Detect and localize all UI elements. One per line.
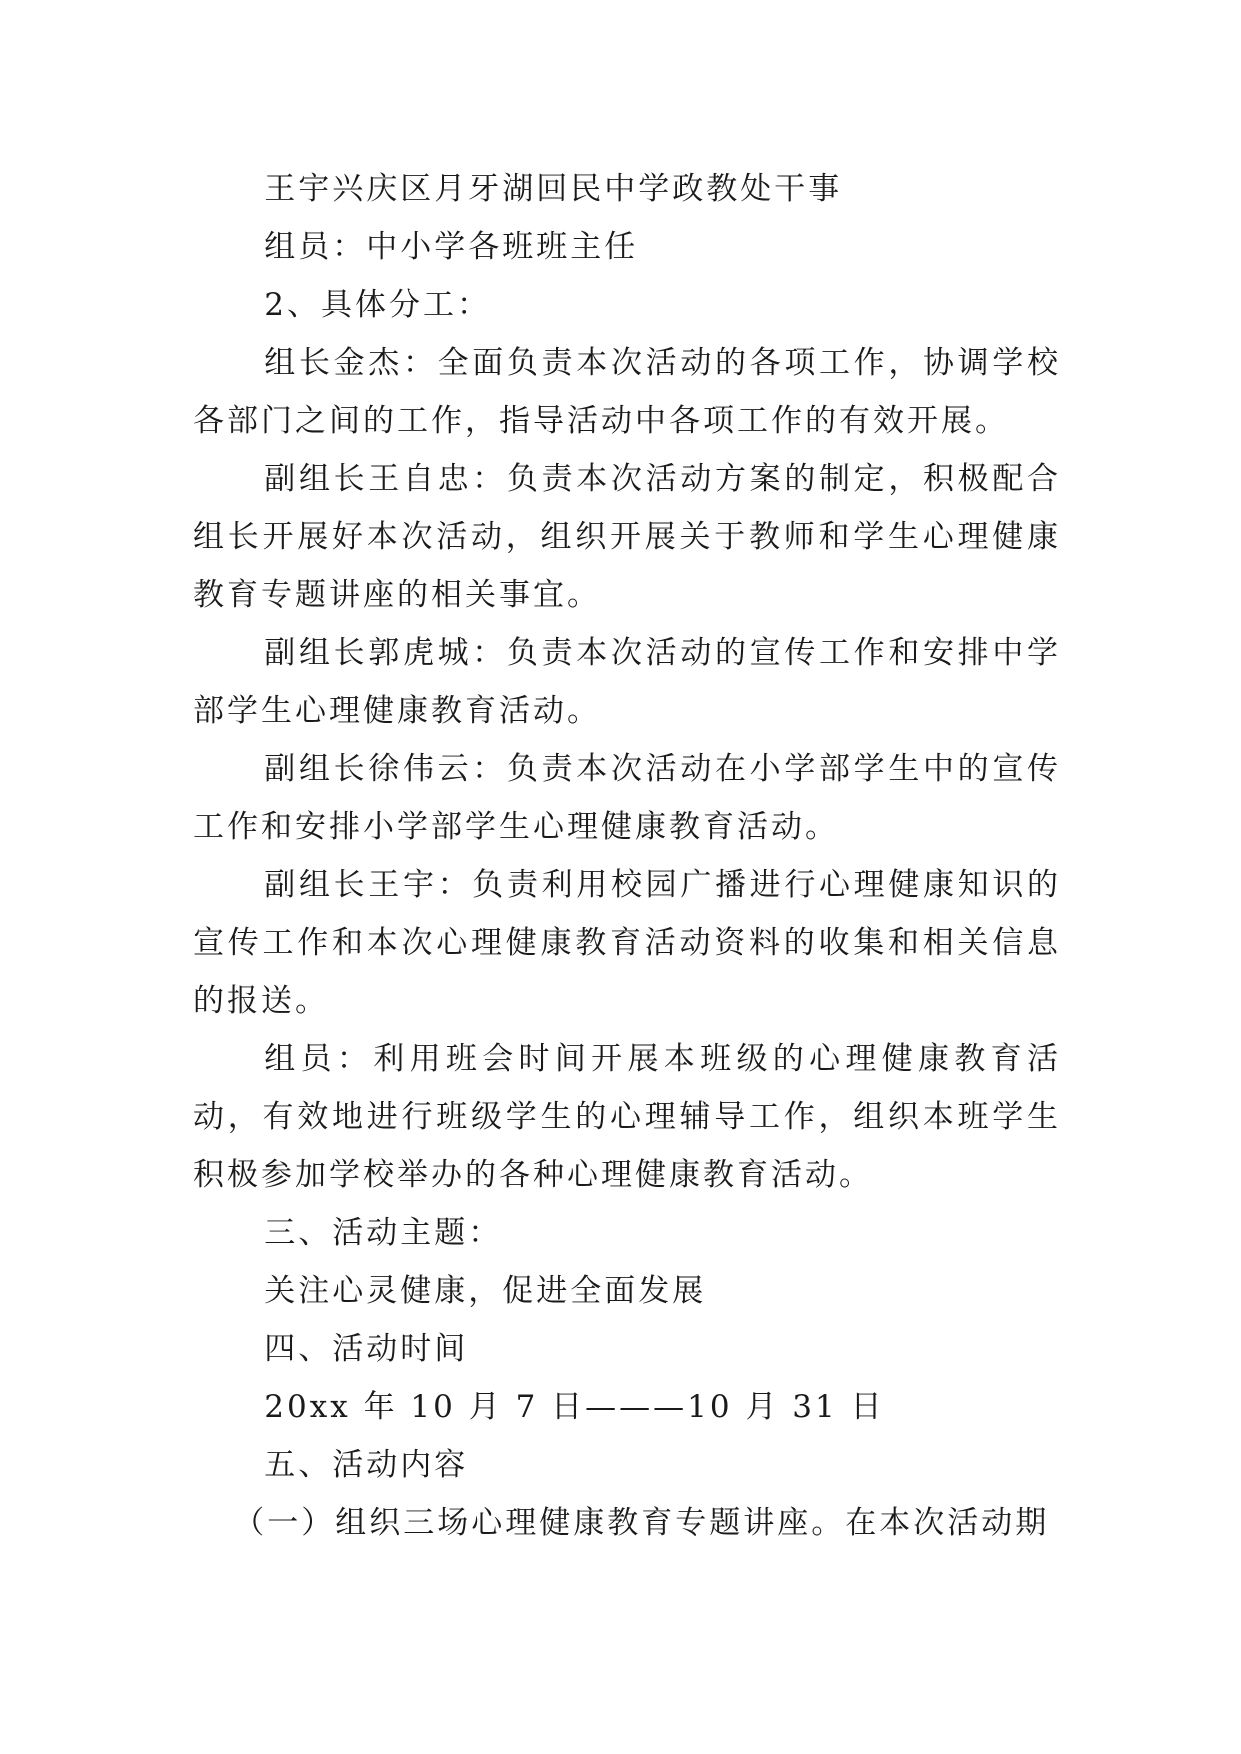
paragraph-deputy-wangzizhong: 副组长王自忠：负责本次活动方案的制定，积极配合组长开展好本次活动，组织开展关于教师和学生心理健康教育专题讲座的相关事宜。	[193, 461, 1061, 613]
paragraph-leader-duty: 组长金杰：全面负责本次活动的各项工作，协调学校各部门之间的工作，指导活动中各项工作的有效开展。	[193, 345, 1061, 439]
paragraph-division-heading: 2、具体分工：	[264, 287, 492, 323]
document-body	[193, 160, 1061, 1552]
paragraph-theme: 关注心灵健康，促进全面发展	[264, 1273, 707, 1309]
paragraph-deputy-wangyu: 副组长王宇：负责利用校园广播进行心理健康知识的宣传工作和本次心理健康教育活动资料的收集和相关信息的报送。	[193, 867, 1061, 1019]
section-heading-time: 四、活动时间	[264, 1331, 469, 1367]
paragraph-deputy-guohucheng: 副组长郭虎城：负责本次活动的宣传工作和安排中学部学生心理健康教育活动。	[193, 635, 1061, 729]
paragraph-content-item-1: （一）组织三场心理健康教育专题讲座。在本次活动期	[233, 1505, 1050, 1541]
section-heading-theme: 三、活动主题：	[264, 1215, 503, 1251]
paragraph-deputy-xuweiyun: 副组长徐伟云：负责本次活动在小学部学生中的宣传工作和安排小学部学生心理健康教育活动。	[193, 751, 1061, 845]
paragraph-time: 20xx 年 10 月 7 日———10 月 31 日	[264, 1389, 885, 1425]
paragraph-members: 组员：中小学各班班主任	[264, 229, 639, 265]
paragraph-member-duty: 组员：利用班会时间开展本班级的心理健康教育活动，有效地进行班级学生的心理辅导工作，组织本班学生积极参加学校举办的各种心理健康教育活动。	[193, 1041, 1061, 1193]
section-heading-content: 五、活动内容	[264, 1447, 469, 1483]
paragraph-member-wangyu: 王宇兴庆区月牙湖回民中学政教处干事	[264, 171, 843, 207]
